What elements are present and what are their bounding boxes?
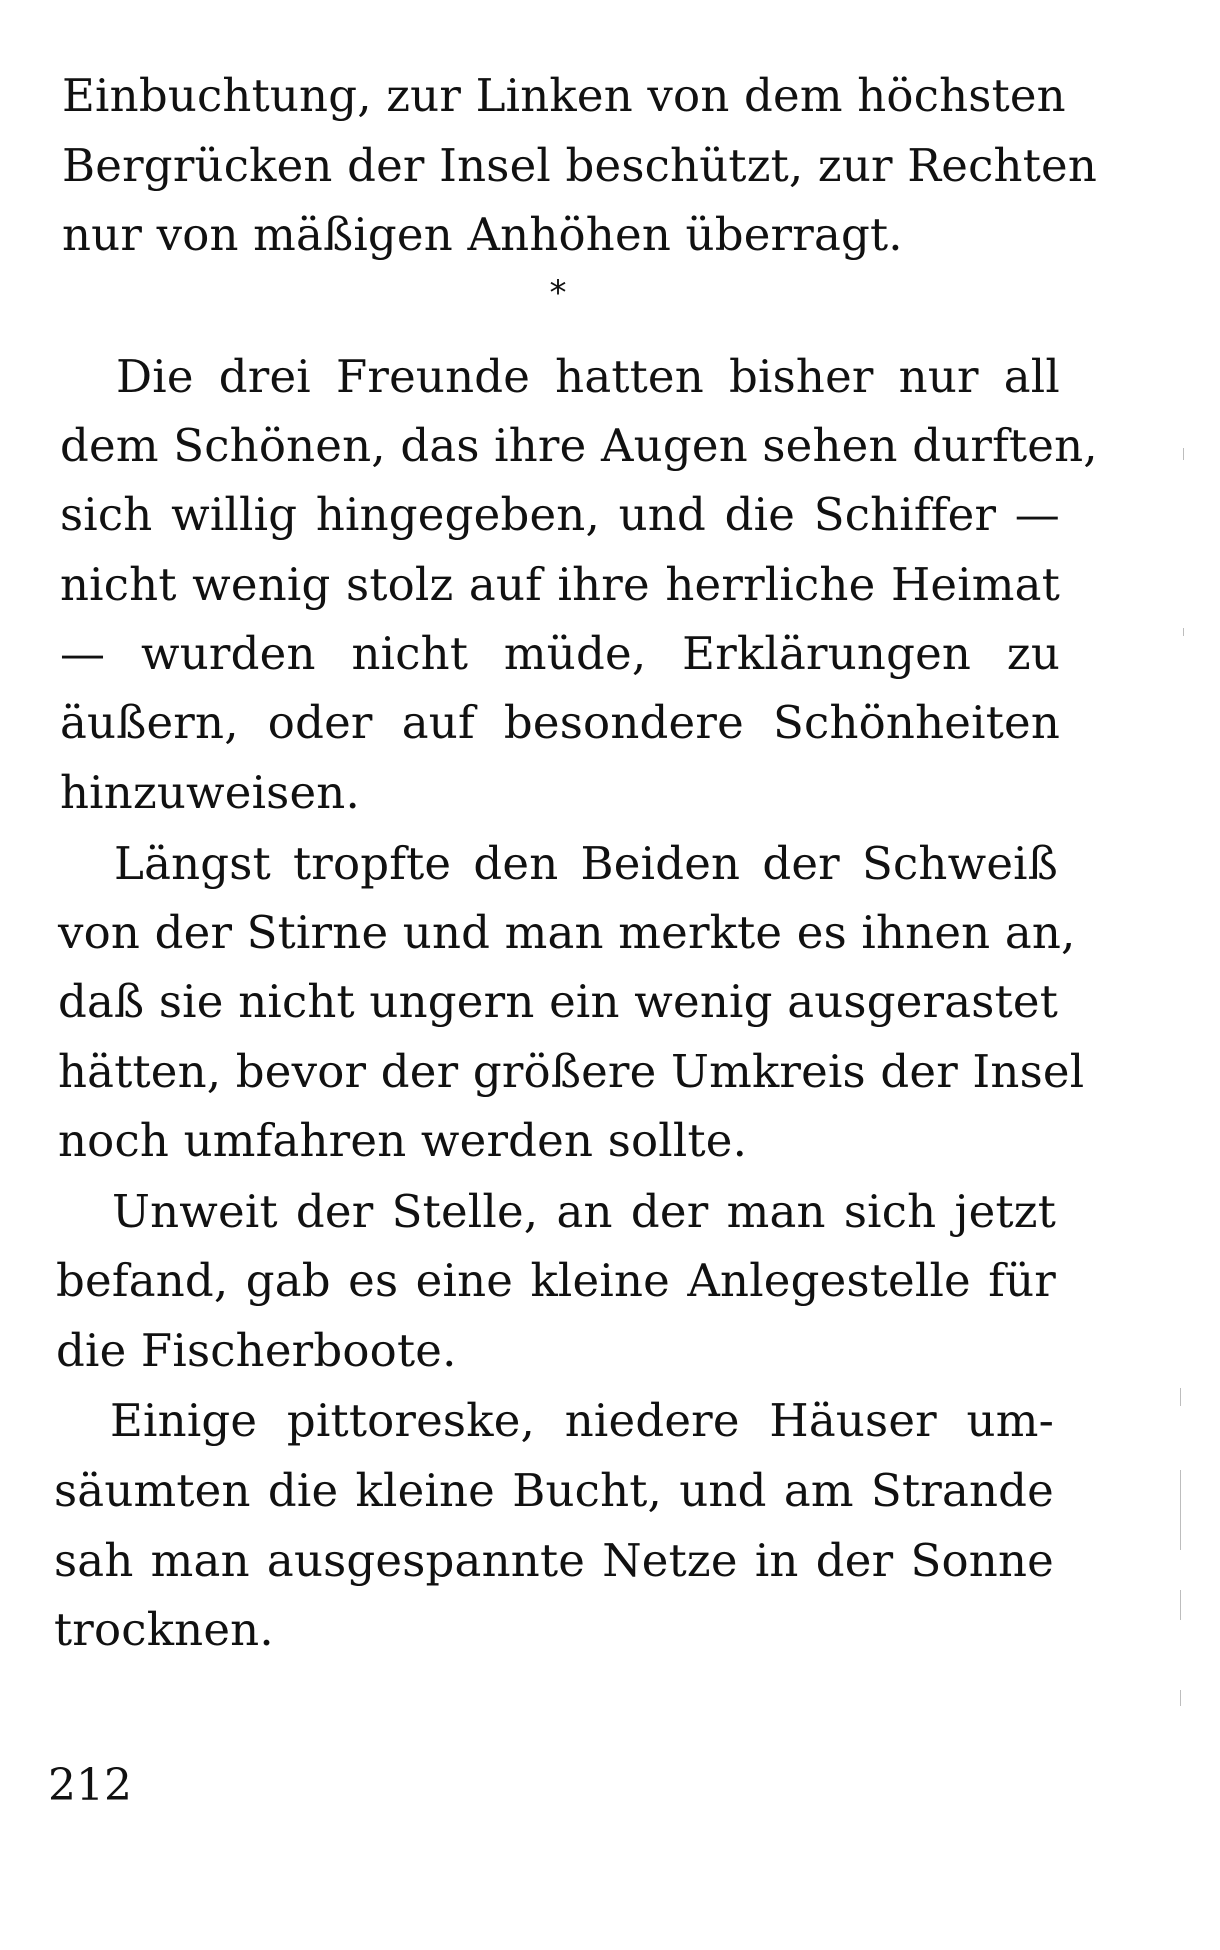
scan-speck xyxy=(1180,1590,1181,1620)
text-line: Bergrücken der Insel beschützt, zur Rechten xyxy=(62,139,1098,192)
text-line: daß sie nicht ungern ein wenig ausgerastet xyxy=(58,975,1058,1028)
section-break-asterisk: * xyxy=(549,273,567,313)
paragraph-first-line: Unweit der Stelle, an der man sich jetzt xyxy=(112,1185,1056,1238)
text-line: Einbuchtung, zur Linken von dem höchsten xyxy=(62,69,1066,122)
text-line: nicht wenig stolz auf ihre herrliche Heimat xyxy=(60,558,1060,611)
text-line: säumten die kleine Bucht, und am Strande xyxy=(54,1464,1054,1517)
text-line: dem Schönen, das ihre Augen sehen durften, xyxy=(60,419,1098,472)
scan-speck xyxy=(1180,1388,1181,1406)
paragraph-first-line: Die drei Freunde hatten bisher nur all xyxy=(116,350,1060,403)
text-line: die Fischerboote. xyxy=(56,1324,457,1377)
text-line: nur von mäßigen Anhöhen überragt. xyxy=(62,208,903,261)
paragraph-first-line: Einige pittoreske, niedere Häuser um- xyxy=(110,1394,1054,1447)
text-line: hätten, bevor der größere Umkreis der Insel xyxy=(58,1045,1085,1098)
scan-speck xyxy=(1180,1470,1181,1550)
text-line: sah man ausgespannte Netze in der Sonne xyxy=(54,1534,1054,1587)
page-number: 212 xyxy=(48,1760,132,1811)
text-line: von der Stirne und man merkte es ihnen an, xyxy=(58,906,1076,959)
scan-speck xyxy=(1183,628,1184,636)
text-line: sich willig hingegeben, und die Schiffer — xyxy=(60,488,1060,541)
scan-speck xyxy=(1180,1690,1181,1706)
text-line: trocknen. xyxy=(54,1603,274,1656)
scan-speck xyxy=(1183,448,1184,460)
paragraph-first-line: Längst tropfte den Beiden der Schweiß xyxy=(114,837,1058,890)
text-line: hinzuweisen. xyxy=(60,766,360,819)
text-line: noch umfahren werden sollte. xyxy=(58,1114,748,1167)
text-line: — wurden nicht müde, Erklärungen zu xyxy=(60,627,1060,680)
text-line: äußern, oder auf besondere Schönheiten xyxy=(60,696,1060,749)
text-line: befand, gab es eine kleine Anlegestelle für xyxy=(56,1254,1056,1307)
